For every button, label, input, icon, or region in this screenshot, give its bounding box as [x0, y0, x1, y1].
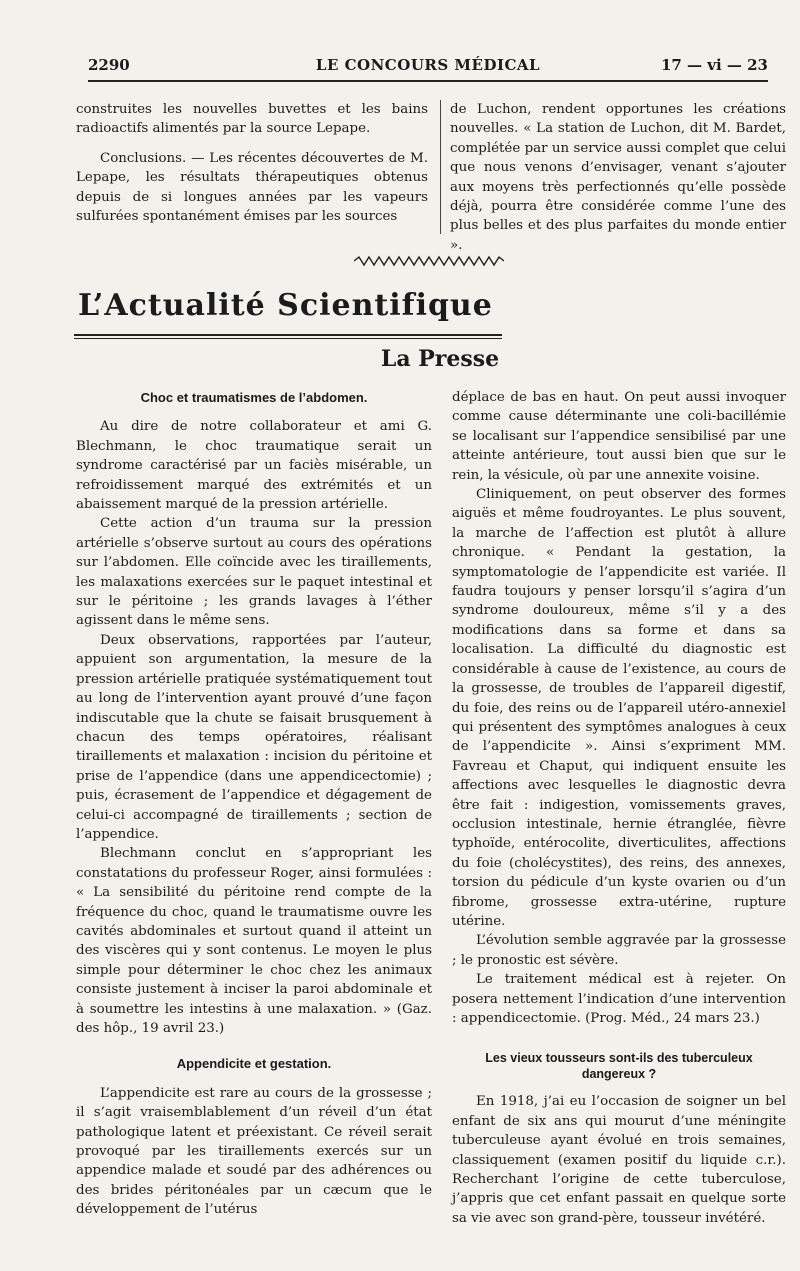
- page-number: 2290: [88, 56, 130, 74]
- paragraph: Cliniquement, on peut observer des formes aiguës et même foudroyantes. Le plus souvent, la marche de l’affection est plutôt à allure chronique. « Pendant la gestation, la symptomatologie de l’appendicite est variée. Il faudra toujours y penser lorsqu’il s’agira d’un syndrome douloureux, même s’il y a des modifications dans sa forme et dans sa localisation. La difficulté du diagnostic est considérable à cause de l’existence, au cours de la grossesse, de troubles de l’appareil digestif, du foie, des reins ou de l’appareil utéro-annexiel qui présentent des symptômes analogues à ceux de l’appendicite ». Ainsi s’expriment MM. Favreau et Chaput, qui indiquent ensuite les affections avec lesquelles le diagnostic devra être fait : indigestion, vomissements graves, occlusion intestinale, hernie étranglée, fièvre typhoïde, entérocolite, diverticulites, affections du foie (cholécystites), des reins, des annexes, torsion du pédicule d’un kyste ovarien ou d’un fibrome, grossesse extra-utérine, rupture utérine.: [452, 487, 786, 929]
- top-right-column: [450, 100, 786, 255]
- section-title: L’Actualité Scientifique: [78, 288, 493, 323]
- column-divider: [440, 100, 441, 234]
- journal-title: LE CONCOURS MÉDICAL: [315, 56, 541, 74]
- section-rule: [74, 334, 502, 336]
- left-column: [76, 388, 432, 1220]
- section-rule: [74, 338, 502, 339]
- article-heading: Les vieux tousseurs sont-ils des tuberculeux dangereux ?: [485, 1051, 753, 1082]
- article-heading: Choc et traumatismes de l’abdomen.: [140, 390, 368, 405]
- paragraph: Blechmann conclut en s’appropriant les constatations du professeur Roger, ainsi formulées : « La sensibilité du péritoine rend compte de la fréquence du choc, quand le traumatisme ouvre les cavités abdominales et surtout quand il atteint un des viscères qui y sont contenus. Le moyen le plus simple pour déterminer le choc chez les animaux consiste justement à inciser la paroi abdominale et à soumettre les intestins à une malaxation. » (Gaz. des hôp., 19 avril 23.): [76, 846, 432, 1036]
- issue-date: 17 — vi — 23: [660, 56, 768, 74]
- ornament-divider: [354, 255, 504, 267]
- paragraph: Au dire de notre collaborateur et ami G. Blechmann, le choc traumatique serait un syndrome caractérisé par un faciès misérable, un refroidissement marqué des extrémités et un abaissement marqué de la pression artérielle.: [76, 419, 432, 513]
- paragraph: Deux observations, rapportées par l’auteur, appuient son argumentation, la mesure de la pression artérielle pratiquée systématiquement tout au long de l’intervention ayant prouvé d’une façon indiscutable que la chute se faisait brusquement à chacun des temps opératoires, réalisant tiraillements et malaxation : incision du péritoine et prise de l’appendice (dans une appendicectomie) ; puis, écrasement de l’appendice et dégagement de celui-ci accompagné de tiraillements ; section de l’appendice.: [76, 632, 432, 842]
- paragraph: L’évolution semble aggravée par la grossesse ; le pronostic est sévère.: [452, 933, 786, 968]
- paragraph: L’appendicite est rare au cours de la grossesse ; il s’agit vraisemblablement d’un réveil d’un état pathologique latent et préexistant. Ce réveil serait provoqué par les tiraillements exercés sur un appendice malade et soudé par des adhérences ou des brides péritonéales par un cæcum que le développement de l’utérus: [76, 1085, 432, 1218]
- top-left-column: [76, 100, 428, 226]
- right-column: [452, 388, 786, 1228]
- paragraph: Cette action d’un trauma sur la pression artérielle s’observe surtout au cours des opérations sur l’abdomen. Elle coïncide avec les tiraillements, les malaxations exercées sur le paquet intestinal et sur le péritoine ; les grands lavages à l’éther agissent dans le même sens.: [76, 516, 432, 629]
- paragraph: Le traitement médical est à rejeter. On posera nettement l’indication d’une intervention : appendicectomie. (Prog. Méd., 24 mars 23.): [452, 972, 786, 1026]
- paragraph: de Luchon, rendent opportunes les créations nouvelles. « La station de Luchon, dit M. Bardet, complétée par un service aussi complet que celui que nous venons d’envisager, venant s’ajouter aux moyens très perfectionnés qu’elle possède déjà, pourra être considérée comme l’une des plus belles et des plus parfaites du monde entier ».: [450, 102, 786, 253]
- subsection-title: La Presse: [380, 346, 500, 372]
- paragraph: déplace de bas en haut. On peut aussi invoquer comme cause déterminante une coli-bacillémie se localisant sur l’appendice sensibilisé par une atteinte antérieure, tout aussi bien que sur le rein, la vésicule, où par une annexite voisine.: [452, 390, 786, 483]
- article-heading: Appendicite et gestation.: [176, 1056, 332, 1072]
- paragraph: Conclusions. — Les récentes découvertes de M. Lepape, les résultats thérapeutiques obtenus depuis de si longues années par les vapeurs sulfurées spontanément émises par les sources: [76, 150, 428, 225]
- paragraph: En 1918, j’ai eu l’occasion de soigner un bel enfant de six ans qui mourut d’une méningite tuberculeuse ayant évolué en trois semaines, classiquement (examen positif du liquide c.r.). Recherchant l’origine de cette tuberculose, j’appris que cet enfant passait en quelque sorte sa vie avec son grand-père, tousseur invétéré.: [452, 1094, 786, 1226]
- paragraph: construites les nouvelles buvettes et les bains radioactifs alimentés par la source Lepape.: [76, 102, 428, 137]
- page-header: [88, 52, 768, 82]
